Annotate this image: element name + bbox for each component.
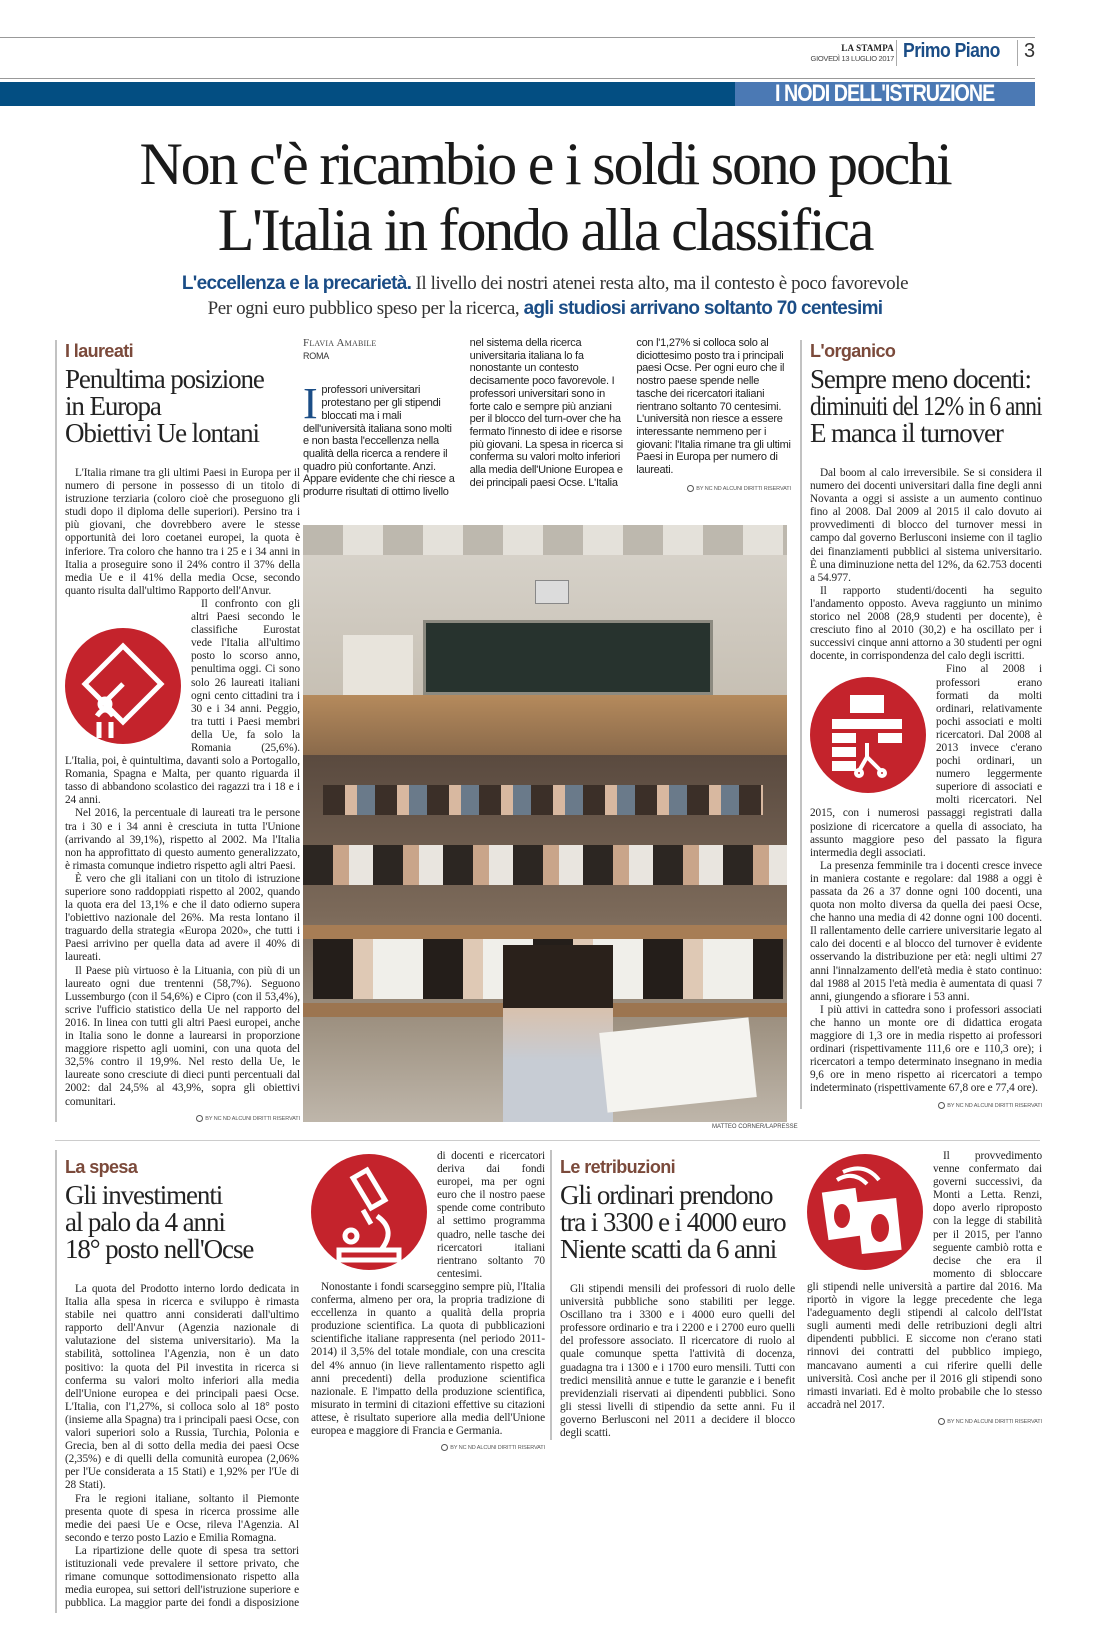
- paragraph: Il rapporto studenti/docenti ha seguito l'andamento opposto. Aveva raggiunto un minimo storico nel 2008 (28,9 studenti per docente), è cresciuto fino al 2010 (30,2) e ha oscillato per i successivi cinque anni attorno a 30 studenti per ogni docente, in corrispondenza del calo degli iscritti.: [810, 584, 1042, 663]
- article-headline: [560, 1182, 795, 1263]
- subhead-text: Il livello dei nostri atenei resta alto, ma il contesto è poco favorevole: [411, 273, 909, 294]
- header-rule: [0, 78, 1035, 79]
- subhead-emphasis: agli studiosi arrivano soltanto 70 centesimi: [523, 298, 883, 319]
- article-spesa: [55, 1150, 545, 1613]
- headline-line: tra i 3300 e i 4000 euro: [560, 1207, 786, 1237]
- article-body: [810, 467, 1042, 1109]
- license-note: [65, 1115, 300, 1122]
- section-label: L'organico: [810, 341, 896, 361]
- paragraph: L'Italia rimane tra gli ultimi Paesi in Europa per il numero di persone in possesso di un titolo di istruzione terziaria (coloro cioè che proseguono gli studi dopo il diploma delle superiori). Persino tra i più giovani, che dovrebbero avere le stesse opportunità dei loro coetanei europei, la quota è inferiore. Tra coloro che hanno tra i 25 e i 34 anni in Italia a proseguire sono il 24% contro il 37% della media Ue e il 41% della media Ocse, secondo quanto risulta dall'ultimo Rapporto dell'Anvur.: [65, 467, 300, 597]
- headline-line: al palo da 4 anni: [65, 1207, 225, 1237]
- microscope-icon: [311, 1154, 427, 1270]
- paragraph: La quota del Prodotto interno lordo dedicata in Italia alla spesa in ricerca e sviluppo è rimasta stabile nei quattro anni considerati dall'ultimo rapporto dell'Anvur (Agenzia nazionale di valutazione del sistema universitario). Ma la stabilità, sottolinea l'Agenzia, non è un dato positivo: la quota del Pil investita in ricerca si conferma su valori molto inferiori alla media dell'Unione europea e dei principali paesi Ocse. L'Italia, con l'1,27%, si colloca solo al 18° posto (insieme alla Spagna) tra i principali paesi Ocse, con valori superiori solo a Russia, Turchia, Polonia e Grecia, ben al di sotto della media dei paesi Ocse (2,35%) e di quelli della comunità europea (2,06% per l'Ue considerata a 15 Stati) e 1,92% per l'Ue di 28 Stati).: [65, 1283, 299, 1492]
- topic-label: I NODI DELL'ISTRUZIONE: [775, 82, 995, 106]
- headline-line: 18° posto nell'Ocse: [65, 1234, 254, 1264]
- paragraph: Gli stipendi mensili dei professori di ruolo delle università pubbliche sono stabiliti per legge. Oscillano tra i 3300 e i 4000 euro quelli del professore ordinario e tra i 2200 e i 2700 euro quelli del professore associato. Il ricercatore di ruolo al quale comunque spetta l'attività di docenza, guadagna tra i 1300 e i 1700 euro mensili. Tutti con tredici mensilità annue e tutte le garanzie e i benefit previdenziali riservati ai dipendenti pubblici. Sono gli stessi livelli di stipendio da sette anni. Fu il governo Berlusconi nel 2011 a decidere il blocco degli scatti.: [560, 1283, 795, 1440]
- headline-line: Niente scatti da 6 anni: [560, 1234, 777, 1264]
- graduation-cap-icon: [65, 628, 181, 744]
- subhead-emphasis: L'eccellenza e la precarietà.: [181, 273, 412, 294]
- cc-icon: [938, 1102, 945, 1109]
- license-note: [810, 1102, 1042, 1109]
- license-text: BY NC ND ALCUNI DIRITTI RISERVATI: [450, 1445, 545, 1452]
- headline-line: Penultima posizione: [65, 364, 264, 394]
- headline-line: Sempre meno docenti:: [810, 364, 1031, 394]
- license-text: BY NC ND ALCUNI DIRITTI RISERVATI: [947, 1418, 1042, 1425]
- article-headline: [65, 1182, 299, 1263]
- paragraph: Fino al 2008 i professori erano formati da molti ordinari, relativamente pochi associati e molti ricercatori. Dal 2008 al 2013 invece c'erano pochi ordinari, un numero leggermente superiore di associati e molti ricercatori. Nel 2015, con i numerosi passaggi registrati dalla posizione di ricercatore a quella di associato, ha assunto maggiore peso del passato la figura intermedia degli associati.: [810, 663, 1042, 859]
- org-chart-icon: [810, 677, 926, 793]
- section-label: I laureati: [65, 341, 134, 361]
- paragraph: Nel 2016, la percentuale di laureati tra le persone tra i 30 e i 34 anni è cresciuta in tutta l'Unione (arrivando al 39,1%), rispetto al 2002. Ma l'Italia non ha approfittato di questo aumento generalizzato, è rimasta comunque indietro rispetto agli altri Paesi.: [65, 807, 300, 872]
- article-body: [65, 467, 300, 1122]
- headline-line: Gli investimenti: [65, 1180, 223, 1210]
- paragraph: Nonostante i fondi scarseggino sempre più, l'Italia conferma, almeno per ora, la propria tradizione di eccellenza in quanto a qualità della propria produzione scientifica. La quota di pubblicazioni scientifiche italiane rappresenta (nel periodo 2011-2014) il 3,5% del totale mondiale, con una crescita del 4% annuo (in lieve rallentamento rispetto agli anni precedenti) della produzione scientifica nazionale. E l'impatto della produzione scientifica, misurato in termini di citazioni effettive su citazioni attese, è risultato superiore alla media dell'Unione europea e maggiore di Francia e Germania.: [311, 1280, 545, 1437]
- subheadline-line1: [0, 272, 1090, 296]
- license-note: [807, 1418, 1042, 1425]
- section-label: Le retribuzioni: [560, 1157, 676, 1177]
- headline-line: E manca il turnover: [810, 418, 1003, 448]
- article-organico: [800, 340, 1042, 1109]
- headline-line: diminuiti del 12% in 6 anni: [810, 391, 1042, 421]
- cc-icon: [441, 1444, 448, 1451]
- article-headline: [65, 366, 300, 447]
- article-retribuzioni: [550, 1150, 1042, 1440]
- newspaper-name: LA STAMPA: [841, 43, 894, 53]
- subheadline-line2: [0, 297, 1090, 321]
- cc-icon: [938, 1418, 945, 1425]
- section-divider: [55, 1140, 1040, 1141]
- drop-cap: I: [303, 379, 318, 429]
- issue-date: GIOVEDÌ 13 LUGLIO 2017: [810, 54, 894, 63]
- paragraph: Dal boom al calo irreversibile. Se si considera il numero dei docenti universitari dalla fine degli anni Novanta a oggi si assiste a un aumento continuo fino al 2008. Dal 2009 al 2015 il calo dovuto ai provvedimenti di blocco del turnover messi in campo dal governo Berlusconi insieme con il taglio dei finanziamenti pubblici al sistema universitario. È una diminuzione netta del 12%, da 62.753 docenti a 54.977.: [810, 467, 1042, 584]
- photo-credit: MATTEO CORNER/LAPRESSE: [712, 1124, 798, 1130]
- page-number: 3: [1024, 40, 1036, 62]
- paragraph: Fra le regioni italiane, soltanto il Piemonte presenta quote di spesa in ricerca prossime alle medie dei paesi Ue e Ocse, rileva l'Agenzia. Al secondo e terzo posto Lazio e Emilia Romagna.: [65, 1492, 299, 1544]
- license-text: BY NC ND ALCUNI DIRITTI RISERVATI: [205, 1115, 300, 1122]
- divider: [896, 40, 897, 66]
- paragraph: È vero che gli italiani con un titolo di istruzione superiore sono raddoppiati rispetto al 2002, quando la quota era del 13,1% e che il dato odierno supera l'obiettivo nazionale del 26%. Ma resta lontano il traguardo della strategia «Europa 2020», che tutti i Paesi arrivino per quella data ad avere il 40% di laureati.: [65, 872, 300, 964]
- license-note: [636, 483, 791, 496]
- paragraph: I più attivi in cattedra sono i professori associati che hanno un monte ore di didattica erogata maggiore di 1,3 ore in media rispetto ai professori ordinari (rispettivamente 111,6 ore e 110,3 ore); i ricercatori a tempo determinato insegnano in media 9,6 ore in meno rispetto ai ricercatori a tempo indeterminato (rispettivamente 67,8 ore e 77,4 ore).: [810, 1003, 1042, 1095]
- lecture-hall-photo: [303, 525, 787, 1122]
- section-label: La spesa: [65, 1157, 138, 1177]
- section-name: Primo Piano: [903, 40, 1000, 62]
- main-headline-line1: Non c'è ricambio e i soldi sono pochi: [139, 131, 951, 197]
- cc-icon: [687, 485, 694, 492]
- article-headline: [810, 366, 1042, 447]
- dateline-city: ROMA: [303, 350, 329, 361]
- topic-tag: [735, 82, 1035, 106]
- top-rule: [0, 37, 1035, 38]
- paragraph: Il provvedimento venne confermato dai governi successivi, da Monti a Letta. Renzi, dopo averlo riproposto con la legge di stabilità per il 2015, per l'anno seguente cambiò rotta e decise che era il momento di sbloccare gli stipendi nelle università a partire dal 2016. Ma riportò in vigore la legge precedente che lega l'adeguamento degli stipendi al calcolo dell'Istat sugli aumenti medi delle retribuzioni degli altri dipendenti pubblici. E siccome non c'erano stati rinnovi dei contratti del pubblico impiego, mancavano aumenti a cui riferire quelli delle università. Così anche per il 2016 gli stipendi sono rimasti invariati. Ed è molto probabile che lo stesso accadrà nel 2017.: [807, 1150, 1042, 1411]
- subhead-text: Per ogni euro pubblico speso per la ricerca,: [207, 298, 524, 319]
- headline-line: Gli ordinari prendono: [560, 1180, 773, 1210]
- headline-line: Obiettivi Ue lontani: [65, 418, 259, 448]
- masthead: [808, 44, 894, 63]
- paragraph: Il confronto con gli altri Paesi secondo le classifiche Eurostat vede l'Italia all'ultimo posto lo scorso anno, penultima oggi. Ci sono solo 26 laureati italiani ogni cento cittadini tra i 30 e i 34 anni. Peggio, tra tutti i Paesi membri della Ue, fa solo la Romania (25,6%). L'Italia, poi, è quintultima, davanti solo a Portogallo, Romania, Spagna e Malta, per quanto riguarda il tasso di abbandono scolastico dei ragazzi tra i 18 e i 24 anni.: [65, 597, 300, 807]
- money-banknotes-icon: [807, 1154, 923, 1270]
- author-byline: Flavia Amabile: [303, 337, 377, 349]
- divider: [1017, 40, 1018, 66]
- main-headline-line2: L'Italia in fondo alla classifica: [217, 197, 873, 263]
- license-note: [311, 1444, 545, 1451]
- paragraph: Il Paese più virtuoso è la Lituania, con più di un laureato ogni due trentenni (58,7%). Seguono Lussemburgo (con il 54,6%) e Cipro (con il 53,4%), scrive l'ufficio statistico della Ue nel rapporto del 2016. In linea con tutti gli altri Paesi europei, anche in Italia sono le donne a laurearsi in proporzione maggiore rispetto agli uomini, con una quota del 32,5% contro il 19,9%. Nel resto della Ue, le laureate sono cresciute di dieci punti percentuali dal 2002: dal 24,5% al 43,9%, sopra gli obiettivi comunitari.: [65, 964, 300, 1108]
- paragraph: La presenza femminile tra i docenti cresce invece in maniera costante e regolare: dal 1988 a oggi è passata da 26 a 37 donne ogni 100 docenti, una quota non molto diversa da quella dei paesi Ocse, che hanno una media di 42 donne ogni 100 docenti. Il rallentamento delle carriere universitarie legato al calo dei docenti e al blocco del turnover è evidente osservando la distribuzione per età: negli ultimi 27 anni l'innalzamento dell'età media è stato continuo: dal 1988 al 2015 l'età media è aumentata di quasi 7 anni, giungendo a sfiorare i 53 anni.: [810, 859, 1042, 1003]
- license-text: BY NC ND ALCUNI DIRITTI RISERVATI: [696, 485, 791, 492]
- cc-icon: [196, 1115, 203, 1122]
- article-laureati: [55, 340, 300, 1122]
- headline-line: in Europa: [65, 391, 161, 421]
- paragraph: La ripartizione delle quote di spesa tra settori istituzionali vede prevalere il settore privato, che rimane comunque sottodimensionato rispetto alla media europea, sui settori dell'istruzione superiore e pubblica. La maggior parte dei fondi a disposizione di docenti e ricercatori deriva dai fondi europei, ma per ogni euro che il nostro paese spende come contributo al settimo programma quadro, nelle tasche dei ricercatori italiani rientrano soltanto 70 centesimi.: [65, 1150, 545, 1610]
- intro-article: [303, 337, 791, 499]
- license-text: BY NC ND ALCUNI DIRITTI RISERVATI: [947, 1102, 1042, 1109]
- intro-text: professori universitari protestano per gli stipendi bloccati ma i mali dell'università italiana sono molti e non basta l'eccellenza nella qualità della ricerca a rendere il quadro più confortante. Anzi. Appare evidente che chi riesce a produrre risultati di ottimo livello nel sistema della ricerca universitaria italiana lo fa nonostante un contesto decisamente poco favorevole. I professori universitari sono in forte calo e sempre più anziani per il blocco del turn-over che ha fermato l'innesto di idee e risorse più giovani. La spesa in ricerca si conferma su valori molto inferiori alla media dell'Unione Europea e dei principali paesi Ocse. L'Italia con l'1,27% si colloca solo al diciottesimo posto tra i principali paesi Ocse. Per ogni euro che il nostro paese spende nelle tasche dei ricercatori italiani rientrano soltanto 70 centesimi. L'università non riesce a essere interessante nemmeno per i giovani: l'Italia rimane tra gli ultimi Paesi in Europa per numero di laureati.: [303, 337, 791, 499]
